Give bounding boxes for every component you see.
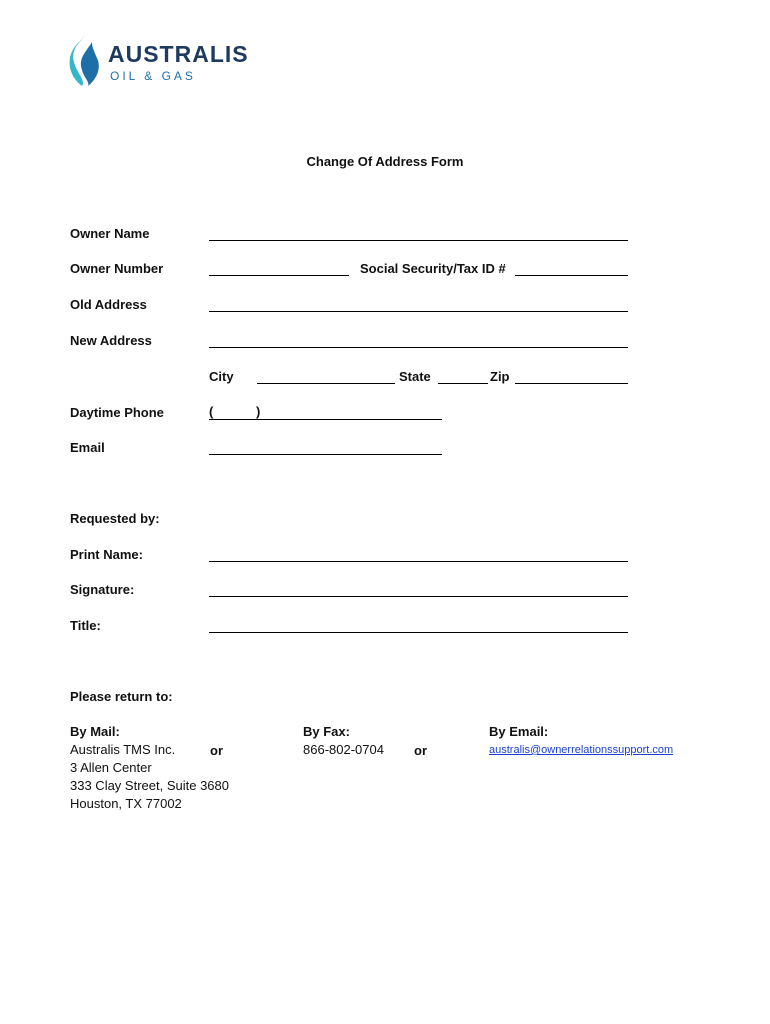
phone-field[interactable] (209, 419, 442, 420)
owner-number-label: Owner Number (70, 261, 164, 276)
ssn-label: Social Security/Tax ID # (360, 261, 506, 276)
mail-line: 3 Allen Center (70, 760, 152, 775)
owner-name-field[interactable] (209, 240, 628, 241)
print-name-label: Print Name: (70, 547, 143, 562)
zip-field[interactable] (515, 383, 628, 384)
or-separator: or (210, 743, 223, 758)
phone-close-paren: ) (256, 404, 261, 419)
email-address-link[interactable]: australis@ownerrelationssupport.com (489, 744, 674, 756)
logo-tagline: OIL & GAS (110, 69, 196, 83)
mail-heading: By Mail: (70, 724, 120, 739)
new-address-label: New Address (70, 333, 152, 348)
signature-label: Signature: (70, 582, 135, 597)
mail-line: Houston, TX 77002 (70, 796, 182, 811)
title-field[interactable] (209, 632, 628, 633)
form-title: Change Of Address Form (306, 154, 464, 169)
email-heading: By Email: (489, 724, 549, 739)
return-heading: Please return to: (70, 689, 173, 704)
email-field[interactable] (209, 454, 442, 455)
mail-line: 333 Clay Street, Suite 3680 (70, 778, 229, 793)
city-field[interactable] (257, 383, 395, 384)
state-field[interactable] (438, 383, 488, 384)
old-address-field[interactable] (209, 311, 628, 312)
owner-number-field[interactable] (209, 275, 349, 276)
old-address-label: Old Address (70, 297, 147, 312)
phone-label: Daytime Phone (70, 405, 164, 420)
requested-by-heading: Requested by: (70, 511, 160, 526)
ssn-field[interactable] (515, 275, 628, 276)
fax-number: 866-802-0704 (303, 742, 384, 757)
owner-name-label: Owner Name (70, 226, 150, 241)
zip-label: Zip (490, 369, 510, 384)
or-separator: or (414, 743, 427, 758)
signature-field[interactable] (209, 596, 628, 597)
new-address-field[interactable] (209, 347, 628, 348)
state-label: State (399, 369, 431, 384)
email-label: Email (70, 440, 105, 455)
fax-heading: By Fax: (303, 724, 350, 739)
australis-logo (68, 30, 268, 86)
mail-line: Australis TMS Inc. (70, 742, 176, 757)
city-label: City (209, 369, 234, 384)
logo-wordmark: AUSTRALIS (108, 41, 249, 67)
phone-open-paren: ( (209, 404, 214, 419)
title-label: Title: (70, 618, 101, 633)
print-name-field[interactable] (209, 561, 628, 562)
